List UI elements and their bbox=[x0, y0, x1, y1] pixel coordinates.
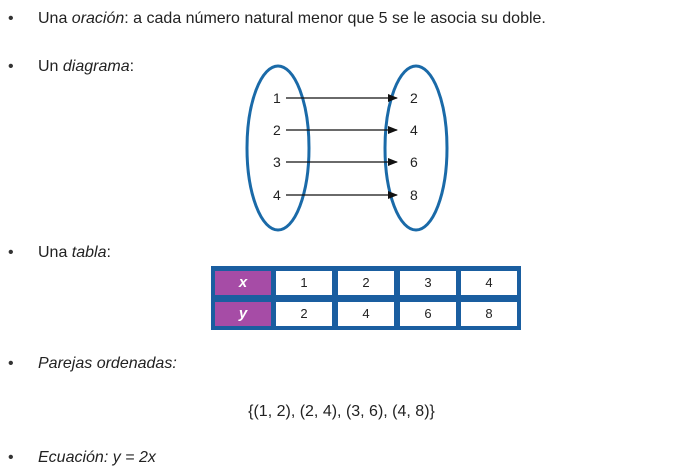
item-rest: : a cada número natural menor que 5 se le asocia su doble. bbox=[124, 10, 546, 27]
item-term: tabla bbox=[71, 244, 107, 261]
table-cell-x4: 4 bbox=[461, 271, 517, 295]
sentence-item bbox=[38, 10, 546, 28]
item-term: oración bbox=[71, 10, 125, 27]
table-cell-y2: 4 bbox=[338, 302, 394, 326]
table-cell-x2: 2 bbox=[338, 271, 394, 295]
item-rest: : bbox=[172, 355, 177, 372]
item-rest: : bbox=[129, 58, 135, 75]
item-term: Ecuación bbox=[38, 449, 104, 466]
ordered-pairs-set: {(1, 2), (2, 4), (3, 6), (4, 8)} bbox=[248, 403, 435, 420]
bullet-4: • bbox=[8, 355, 14, 372]
bullet-3: • bbox=[8, 244, 14, 261]
equation-item bbox=[38, 449, 156, 467]
table-header-x: x bbox=[215, 271, 271, 295]
bullet-5: • bbox=[8, 449, 14, 466]
equation-value: y = 2x bbox=[112, 449, 156, 466]
codomain-4: 8 bbox=[410, 187, 418, 203]
codomain-2: 4 bbox=[410, 122, 418, 138]
table-cell-x1: 1 bbox=[276, 271, 332, 295]
mapping-diagram bbox=[240, 58, 460, 238]
value-table bbox=[211, 266, 521, 330]
codomain-1: 2 bbox=[410, 90, 418, 106]
item-prefix: Un bbox=[38, 58, 63, 75]
item-term: Parejas ordenadas bbox=[38, 355, 173, 372]
table-cell-y4: 8 bbox=[461, 302, 517, 326]
item-rest: : bbox=[103, 449, 113, 466]
item-rest: : bbox=[106, 244, 111, 261]
table-cell-x3: 3 bbox=[400, 271, 456, 295]
diagram-item bbox=[38, 58, 134, 76]
bullet-1: • bbox=[8, 10, 14, 27]
domain-3: 3 bbox=[273, 154, 281, 170]
pairs-item bbox=[38, 355, 177, 373]
table-header-y: y bbox=[215, 302, 271, 326]
codomain-3: 6 bbox=[410, 154, 418, 170]
item-prefix: Una bbox=[38, 10, 72, 27]
domain-1: 1 bbox=[273, 90, 281, 106]
bullet-2: • bbox=[8, 58, 14, 75]
item-term: diagrama bbox=[62, 58, 130, 75]
item-prefix: Una bbox=[38, 244, 72, 261]
domain-4: 4 bbox=[273, 187, 281, 203]
table-cell-y3: 6 bbox=[400, 302, 456, 326]
domain-2: 2 bbox=[273, 122, 281, 138]
table-item bbox=[38, 244, 111, 262]
table-cell-y1: 2 bbox=[276, 302, 332, 326]
